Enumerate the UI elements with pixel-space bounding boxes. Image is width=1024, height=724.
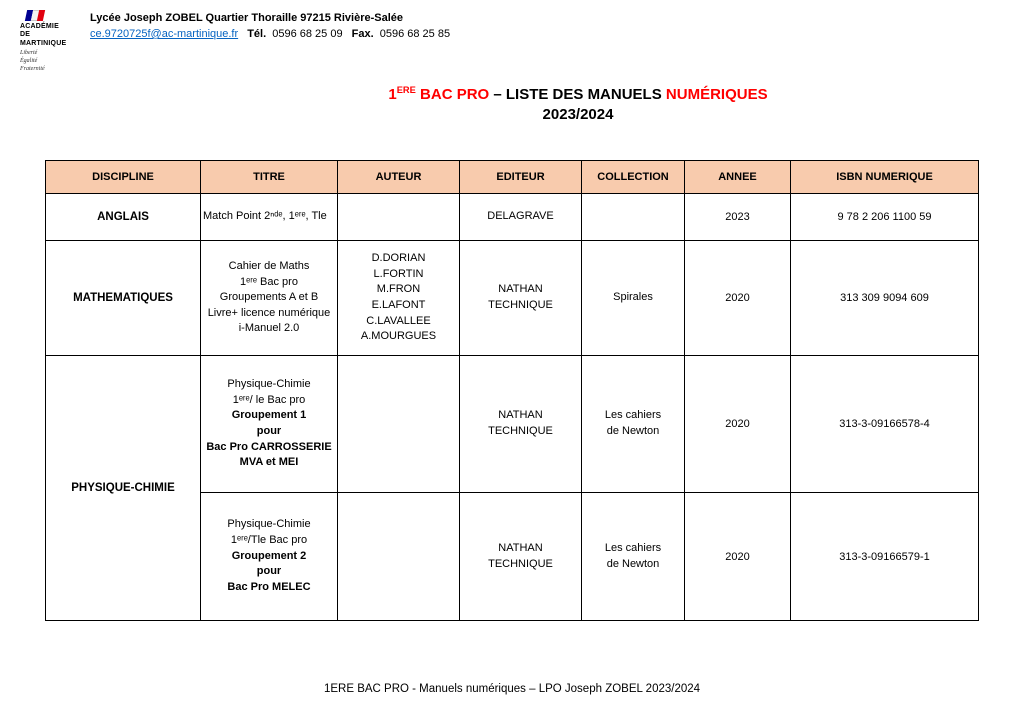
col-header-collection: COLLECTION bbox=[582, 161, 685, 194]
cell-collection: Spirales bbox=[582, 241, 685, 356]
contact-line bbox=[90, 28, 450, 40]
cell-editeur: NATHAN TECHNIQUE bbox=[460, 241, 582, 356]
cell-isbn: 313-3-09166578-4 bbox=[791, 356, 979, 493]
table-row-anglais bbox=[46, 194, 979, 241]
document-title bbox=[0, 85, 1024, 123]
cell-auteur bbox=[338, 194, 460, 241]
republic-motto: Liberté Égalité Fraternité bbox=[20, 50, 45, 72]
tel-number: 0596 68 25 09 bbox=[272, 28, 343, 40]
cell-editeur: NATHAN TECHNIQUE bbox=[460, 493, 582, 621]
table-header-row bbox=[46, 161, 979, 194]
cell-isbn: 313 309 9094 609 bbox=[791, 241, 979, 356]
french-flag-icon bbox=[25, 10, 79, 21]
cell-collection: Les cahiers de Newton bbox=[582, 356, 685, 493]
fax-number: 0596 68 25 85 bbox=[379, 28, 451, 40]
cell-discipline: PHYSIQUE-CHIMIE bbox=[46, 356, 201, 621]
manuals-table bbox=[45, 160, 979, 621]
cell-auteur bbox=[338, 356, 460, 493]
title-school-year: 2023/2024 bbox=[542, 106, 614, 123]
school-address: Lycée Joseph ZOBEL Quartier Thoraille 97215 Rivière-Salée bbox=[90, 12, 404, 24]
cell-isbn: 313-3-09166579-1 bbox=[791, 493, 979, 621]
cell-annee: 2020 bbox=[685, 493, 791, 621]
academy-name-line1: ACADÉMIE bbox=[20, 23, 59, 30]
cell-titre: Match Point 2ⁿᵈᵉ, 1ᵉʳᵉ, Tle bbox=[201, 194, 338, 241]
fax-label: Fax. bbox=[351, 28, 374, 40]
email-link[interactable]: ce.9720725f@ac-martinique.fr bbox=[90, 28, 239, 40]
col-header-titre: TITRE bbox=[201, 161, 338, 194]
cell-annee: 2020 bbox=[685, 241, 791, 356]
title-line-1: 1ERE BAC PRO – LISTE DES MANUELS NUMÉRIQUES bbox=[388, 85, 768, 103]
cell-auteur bbox=[338, 493, 460, 621]
cell-discipline: ANGLAIS bbox=[46, 194, 201, 241]
letterhead bbox=[20, 8, 450, 74]
academy-name-line2: DE MARTINIQUE bbox=[20, 31, 67, 47]
col-header-discipline: DISCIPLINE bbox=[46, 161, 201, 194]
table-row-physique-chimie-1 bbox=[46, 356, 979, 493]
footer-text: 1ERE BAC PRO - Manuels numériques – LPO Joseph ZOBEL 2023/2024 bbox=[323, 683, 701, 695]
table-row-mathematiques bbox=[46, 241, 979, 356]
cell-annee: 2020 bbox=[685, 356, 791, 493]
col-header-isbn: ISBN NUMERIQUE bbox=[791, 161, 979, 194]
tel-label: Tél. bbox=[247, 28, 267, 40]
col-header-auteur: AUTEUR bbox=[338, 161, 460, 194]
col-header-editeur: EDITEUR bbox=[460, 161, 582, 194]
cell-discipline: MATHEMATIQUES bbox=[46, 241, 201, 356]
cell-collection: Les cahiers de Newton bbox=[582, 493, 685, 621]
cell-isbn: 9 78 2 206 1100 59 bbox=[791, 194, 979, 241]
cell-titre: Physique-Chimie 1ᵉʳᵉ/Tle Bac pro Groupement 2 pour Bac Pro MELEC bbox=[201, 493, 338, 621]
cell-annee: 2023 bbox=[685, 194, 791, 241]
col-header-annee: ANNEE bbox=[685, 161, 791, 194]
cell-editeur: DELAGRAVE bbox=[460, 194, 582, 241]
cell-titre: Cahier de Maths 1ᵉʳᵉ Bac pro Groupements A et B Livre+ licence numérique i-Manuel 2.0 bbox=[201, 241, 338, 356]
school-contact bbox=[90, 8, 450, 74]
cell-collection bbox=[582, 194, 685, 241]
cell-titre: Physique-Chimie 1ᵉʳᵉ/ le Bac pro Groupement 1 pour Bac Pro CARROSSERIE MVA et MEI bbox=[201, 356, 338, 493]
cell-auteur: D.DORIAN L.FORTIN M.FRON E.LAFONT C.LAVALLEE A.MOURGUES bbox=[338, 241, 460, 356]
academy-name bbox=[20, 23, 78, 48]
academie-martinique-logo bbox=[20, 8, 78, 74]
cell-editeur: NATHAN TECHNIQUE bbox=[460, 356, 582, 493]
